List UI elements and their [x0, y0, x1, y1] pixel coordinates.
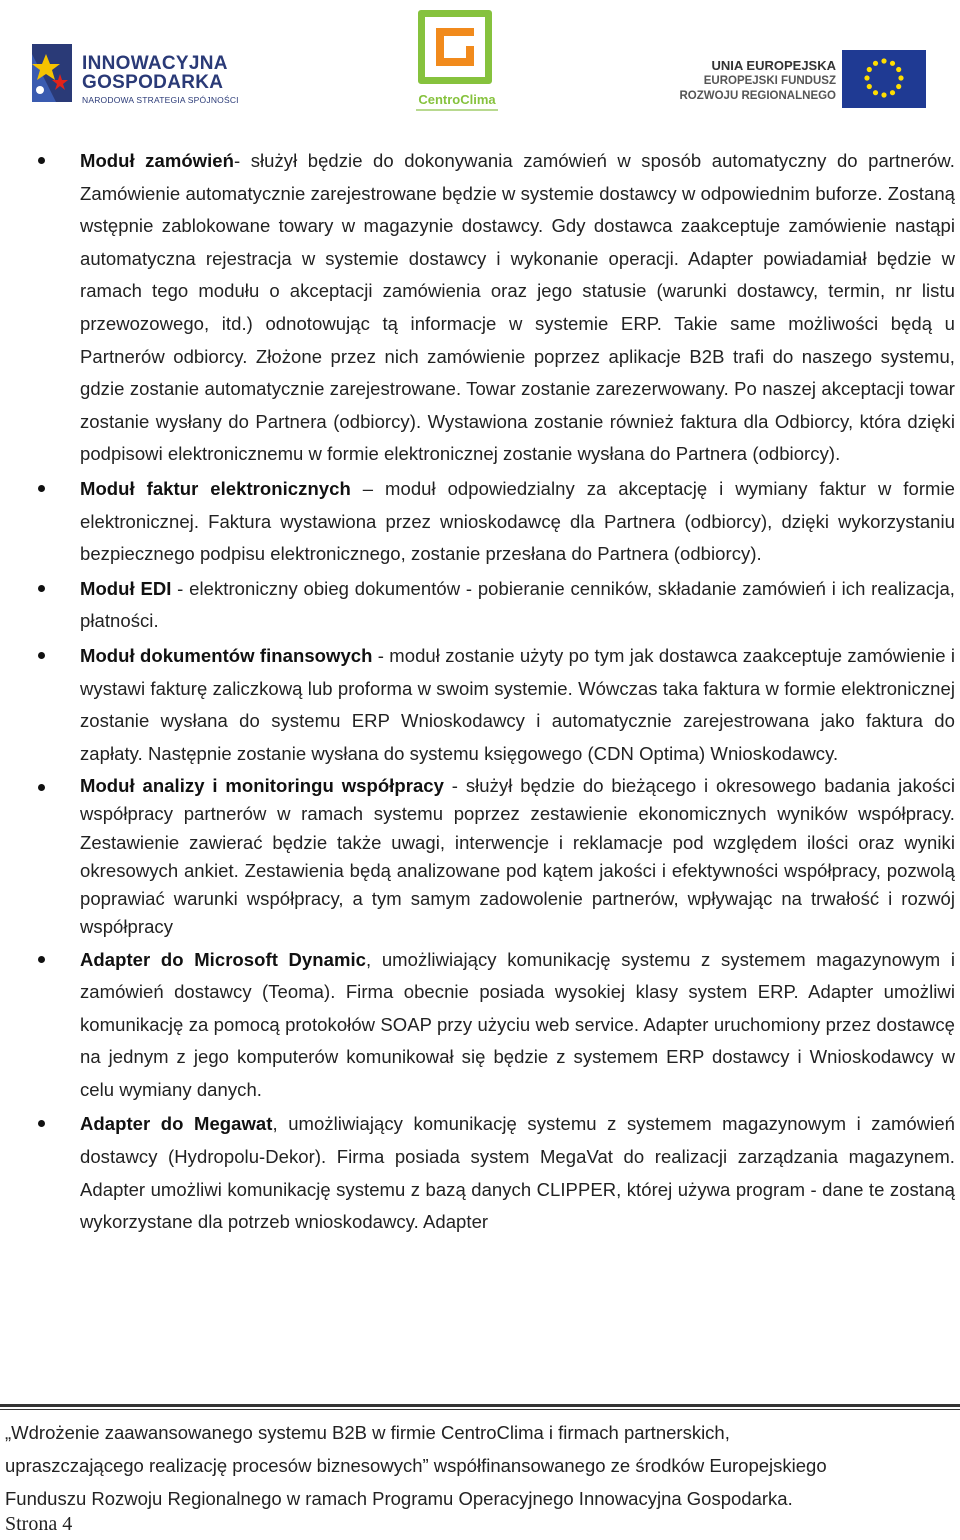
logo-right-line1: UNIA EUROPEJSKA	[711, 58, 836, 73]
bullet-icon	[38, 784, 45, 791]
list-item-heading: Moduł EDI	[80, 577, 172, 599]
list-item-body: , umożliwiający komunikację systemu z systemem magazynowym i zamówień dostawcy (Hydropolu-Dekor). Firma posiada system MegaVat do realizacji zarządzania magazynem. Adapter umożliwi komunikację systemu z bazą danych CLIPPER, której używa program - dane te zostaną wykorzystane dla potrzeb wnioskodawcy. Adapter	[80, 1113, 955, 1233]
page-number: Strona 4	[5, 1513, 73, 1535]
list-item	[0, 1108, 960, 1238]
footer-divider-thin	[0, 1409, 960, 1410]
eu-flag-icon	[842, 50, 926, 108]
footer-divider	[0, 1404, 960, 1407]
bullet-icon	[38, 652, 45, 659]
list-item-body: - służył będzie do bieżącego i okresowego badania jakości współpracy partnerów w ramach systemu poprzez zestawienie ekonomicznych wyników współpracy. Zestawienie zawierać będzie także uwagi, interwencje i reklamacje pod względem ilości oraz wyniki okresowych ankiet. Zestawienia będą analizowane pod kątem jakości i efektywności współpracy, pozwolą poprawiać warunki współpracy, a tym samym zadowolenie partnerów, wpływając na trwałość i rozwój współpracy	[80, 775, 955, 938]
list-item-text	[80, 1108, 955, 1238]
logo-left-line2: GOSPODARKA	[82, 72, 224, 93]
list-item-heading: Moduł faktur elektronicznych	[80, 477, 351, 499]
list-item-heading: Adapter do Microsoft Dynamic	[80, 948, 366, 970]
footer-note	[5, 1416, 955, 1515]
list-item-body: - elektroniczny obieg dokumentów - pobieranie cenników, składanie zamówień i ich realizacja, płatności.	[80, 577, 955, 632]
logo-right-line2: EUROPEJSKI FUNDUSZ	[703, 75, 836, 87]
centroclima-square-icon	[436, 28, 474, 66]
list-item-body: , umożliwiający komunikację systemu z systemem magazynowym i zamówień dostawcy (Teoma). Firma obecnie posiada wysokiej klasy system ERP. Adapter umożliwi komunikację za pomocą protokołów SOAP przy użyciu web service. Adapter uruchomiony przez dostawcę na jednym z jego komputerów komunikował się będzie z systemem ERP dostawcy i Wnioskodawcy w celu wymiany danych.	[80, 948, 956, 1100]
list-item	[0, 573, 960, 638]
logo-right-line3: ROZWOJU REGIONALNEGO	[679, 90, 836, 102]
list-item-body: – moduł odpowiedzialny za akceptację i wymiany faktur w formie elektronicznej. Faktura wystawiona przez wnioskodawcę dla Partnera (odbiorcy), dzięki wykorzystaniu bezpiecznego podpisu elektronicznego, zostanie przesłana do Partnera (odbiorcy).	[80, 477, 955, 565]
bullet-icon	[38, 1120, 45, 1127]
footer-line-2: upraszczającego realizację procesów biznesowych” współfinansowanego ze środków Europejskiego	[5, 1455, 827, 1476]
list-item-body: - służył będzie do dokonywania zamówień w sposób automatyczny do partnerów. Zamówienie automatycznie zarejestrowane będzie w systemie dostawcy w odpowiednim buforze. Zostaną wstępnie zablokowane towary w magazynie dostawcy. Gdy dostawca zaakceptuje zamówienie nastąpi automatyczna rejestracja w systemie dostawcy i wykonanie operacji. Adapter powiadamiał będzie w ramach tego modułu o akceptacji zamówienia oraz jego statusie (warunki dostawcy, termin, nr listu przewozowego, itd.) odnotowując tą informacje w systemie ERP. Takie same możliwości będą u Partnerów odbiorcy. Złożone przez nich zamówienie poprzez aplikacje B2B trafi do naszego systemu, gdzie zostanie automatycznie zarejestrowane. Towar zostanie zarezerwowany. Po naszej akceptacji towar zostanie wysłany do Partnera (odbiorcy). Wystawiona zostanie również faktura dla Odbiorcy, która dzięki podpisowi elektronicznemu w formie elektronicznej zostanie wysłana do Partnera (odbiorcy).	[80, 150, 955, 465]
list-item	[0, 145, 960, 471]
list-item-text	[80, 944, 955, 1107]
footer-line-1: „Wdrożenie zaawansowanego systemu B2B w firmie CentroClima i firmach partnerskich,	[5, 1422, 730, 1443]
document-body	[0, 145, 960, 1241]
unia-europejska-logo	[676, 40, 946, 110]
bullet-icon	[38, 157, 45, 164]
footer-line-3: Funduszu Rozwoju Regionalnego w ramach Programu Operacyjnego Innowacyjna Gospodarka.	[5, 1488, 793, 1509]
list-item	[0, 772, 960, 941]
bullet-icon	[38, 585, 45, 592]
list-item-heading: Moduł dokumentów finansowych	[80, 644, 373, 666]
list-item-heading: Moduł analizy i monitoringu współpracy	[80, 775, 444, 797]
list-item-text	[80, 473, 955, 571]
bullet-icon	[38, 956, 45, 963]
list-item-text	[80, 573, 955, 638]
innowacyjna-gospodarka-logo	[26, 34, 266, 114]
list-item-text	[80, 772, 955, 941]
list-item-body: - moduł zostanie użyty po tym jak dostawca zaakceptuje zamówienie i wystawi fakturę zaliczkową lub proforma w swoim systemie. Wówczas taka faktura w formie elektronicznej zostanie wysłana do systemu ERP Wnioskodawcy i automatycznie zarejestrowana jako faktura do zapłaty. Następnie zostanie wysłana do systemu księgowego (CDN Optima) Wnioskodawcy.	[80, 644, 955, 764]
logo-left-line3: NARODOWA STRATEGIA SPÓJNOŚCI	[82, 95, 239, 105]
list-item-heading: Moduł zamówień	[80, 150, 234, 171]
list-item-text	[80, 145, 955, 471]
list-item	[0, 640, 960, 770]
list-item-text	[80, 640, 955, 770]
logo-left-line1: INNOWACYJNA	[82, 53, 228, 74]
list-item	[0, 944, 960, 1107]
list-item	[0, 473, 960, 571]
bullet-icon	[38, 485, 45, 492]
star-logo-icon	[26, 40, 76, 106]
list-item-heading: Adapter do Megawat	[80, 1113, 273, 1135]
centroclima-name: CentroClima	[418, 92, 496, 107]
centroclima-logo	[414, 10, 514, 110]
